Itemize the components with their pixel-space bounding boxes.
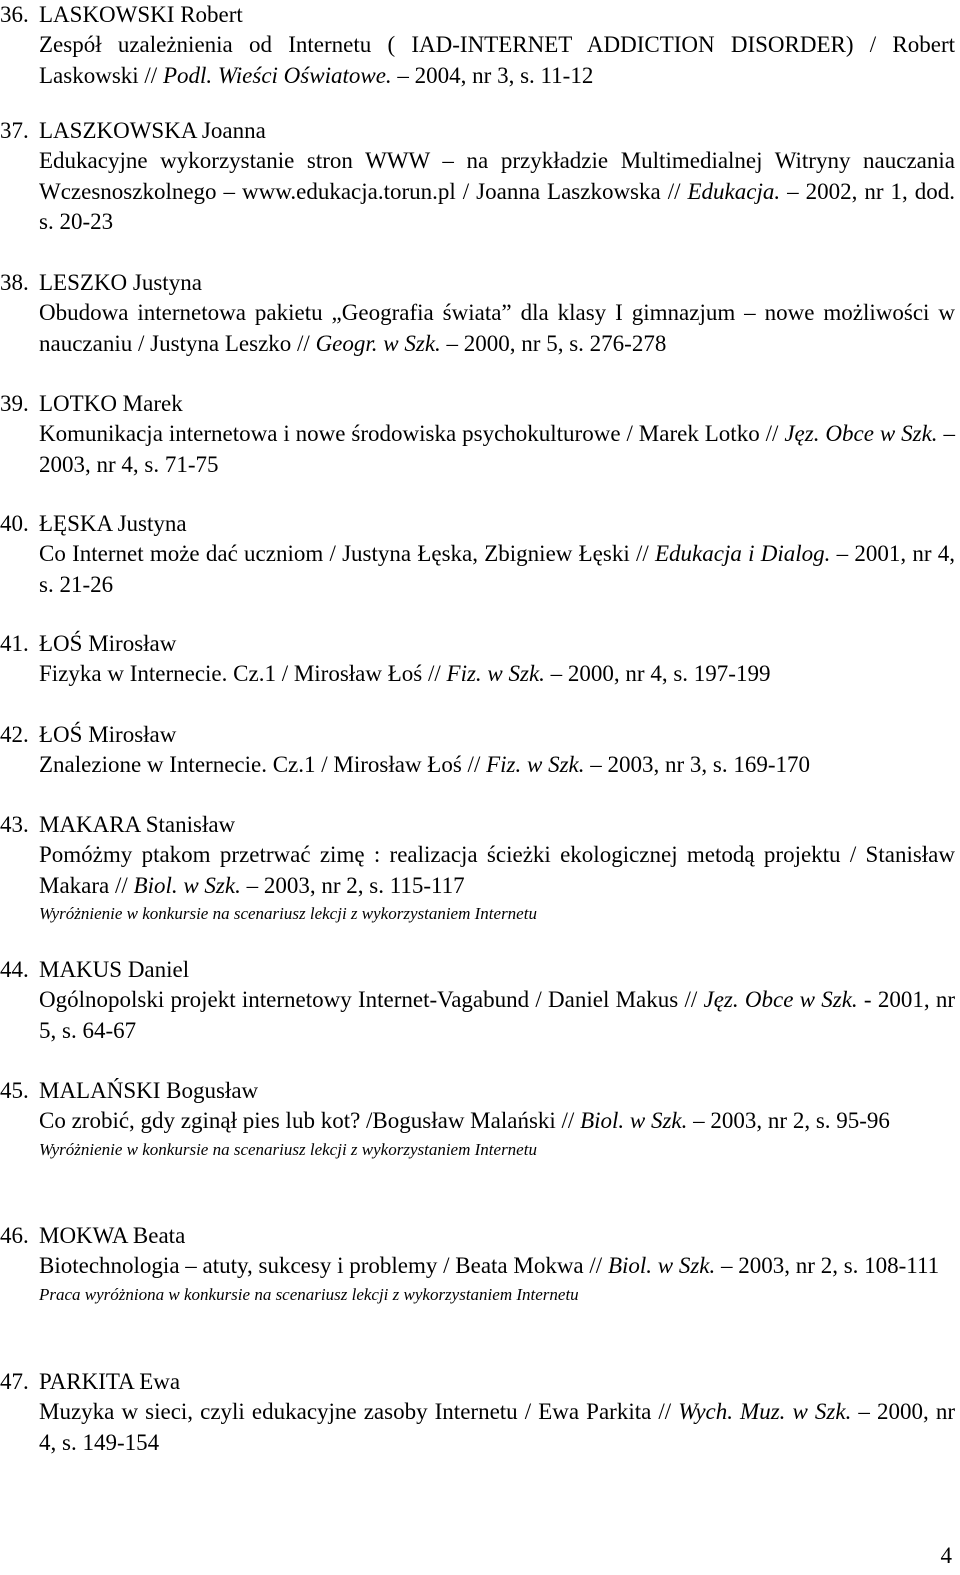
entry-author: ŁOŚ Mirosław [39,631,177,656]
entry-citation [39,419,955,480]
bibliography-entry [0,116,955,237]
citation-text: Muzyka w sieci, czyli edukacyjne zasoby Internetu / Ewa Parkita // [39,1399,679,1425]
entry-number: 44. [0,957,29,982]
entry-author: MOKWA Beata [39,1223,186,1248]
citation-details: – 2001, nr 4, s. 21-26 [39,541,955,597]
entry-header [0,509,955,539]
citation-details: – 2002, nr 1, dod. s. 20-23 [39,178,955,234]
entry-award-note: Wyróżnienie w konkursie na scenariusz lekcji z wykorzystaniem Internetu [39,1139,537,1159]
page-number: 4 [940,1543,952,1568]
entry-number: 39. [0,391,29,416]
entry-author: MALAŃSKI Bogusław [39,1078,259,1103]
entry-award-note: Praca wyróżniona w konkursie na scenariusz lekcji z wykorzystaniem Internetu [39,1284,579,1304]
entry-number: 38. [0,270,29,295]
entry-citation [39,659,955,689]
bibliography-entry [0,509,955,600]
entry-header [0,268,955,298]
citation-source: Fiz. w Szk. [486,752,585,778]
bibliography-entry [0,955,955,1046]
citation-details: – 2003, nr 2, s. 115-117 [240,872,465,898]
entry-author: MAKARA Stanisław [39,812,236,837]
entry-number: 42. [0,722,29,747]
entry-author: LASKOWSKI Robert [39,2,243,27]
citation-details: – 2000, nr 5, s. 276-278 [440,330,667,356]
bibliography-entry [0,1221,955,1306]
citation-details: - 2001, nr 5, s. 64-67 [39,987,955,1043]
entry-award-note: Wyróżnienie w konkursie na scenariusz lekcji z wykorzystaniem Internetu [39,903,537,923]
citation-text: Biotechnologia – atuty, sukcesy i problemy / Beata Mokwa // [39,1253,608,1279]
entry-number: 37. [0,118,29,143]
bibliography-entry [0,1076,955,1161]
entry-header [0,116,955,146]
entry-number: 45. [0,1078,29,1103]
citation-source: Edukacja. [687,178,781,204]
citation-source: Biol. w Szk. [133,872,241,898]
entry-header [0,1367,955,1397]
citation-source: Biol. w Szk. [580,1108,688,1134]
citation-details: – 2000, nr 4, s. 197-199 [544,661,771,687]
entry-number: 46. [0,1223,29,1248]
citation-source: Fiz. w Szk. [446,661,545,687]
entry-citation [39,539,955,600]
citation-text: Ogólnopolski projekt internetowy Internet-Vagabund / Daniel Makus // [39,987,704,1013]
entry-citation [39,298,955,359]
entry-citation [39,146,955,237]
bibliography-entry [0,268,955,359]
citation-text: Pomóżmy ptakom przetrwać zimę : realizacja ścieżki ekologicznej metodą projektu / Stanisław Makara // [39,842,955,898]
entry-author: LESZKO Justyna [39,270,202,295]
entry-citation [39,1397,955,1458]
bibliography-entry [0,1367,955,1458]
entry-number: 36. [0,2,29,27]
bibliography-entry [0,389,955,480]
entry-number: 40. [0,511,29,536]
citation-text: Zespół uzależnienia od Internetu ( IAD-INTERNET ADDICTION DISORDER) / Robert Laskowski // [39,32,955,88]
citation-text: Edukacyjne wykorzystanie stron WWW – na przykładzie Multimedialnej Witryny nauczania Wczesnoszkolnego – www.edukacja.torun.pl / Joanna Laszkowska // [39,148,955,204]
entry-number: 43. [0,812,29,837]
citation-details: – 2003, nr 2, s. 108-111 [715,1253,940,1279]
entry-author: PARKITA Ewa [39,1369,181,1394]
citation-text: Obudowa internetowa pakietu „Geografia świata” dla klasy I gimnazjum – nowe możliwości w nauczaniu / Justyna Leszko // [39,300,955,356]
citation-source: Podl. Wieści Oświatowe. [162,62,392,88]
citation-source: Jęz. Obce w Szk. [703,987,858,1013]
entry-header [0,1221,955,1251]
entry-author: ŁOŚ Mirosław [39,722,177,747]
citation-source: Edukacja i Dialog. [655,541,831,567]
citation-details: – 2003, nr 3, s. 169-170 [584,752,811,778]
bibliography-entry [0,720,955,781]
entry-citation [39,30,955,91]
entry-author: MAKUS Daniel [39,957,190,982]
citation-text: Znalezione w Internecie. Cz.1 / Mirosław Łoś // [39,752,487,778]
citation-details: – 2003, nr 2, s. 95-96 [687,1108,890,1134]
entry-citation [39,840,955,901]
entry-citation [39,1106,955,1136]
entry-header [0,0,955,30]
citation-text: Co Internet może dać uczniom / Justyna Łęska, Zbigniew Łęski // [39,541,655,567]
entry-author: LOTKO Marek [39,391,183,416]
citation-text: Fizyka w Internecie. Cz.1 / Mirosław Łoś // [39,661,447,687]
bibliography-entry [0,810,955,925]
bibliography-entry [0,629,955,690]
citation-details: – 2000, nr 4, s. 149-154 [39,1399,955,1455]
entry-citation [39,1251,955,1281]
entry-number: 47. [0,1369,29,1394]
entry-author: ŁĘSKA Justyna [39,511,187,536]
entry-header [0,810,955,840]
citation-source: Geogr. w Szk. [315,330,441,356]
entry-citation [39,750,955,780]
entry-number: 41. [0,631,29,656]
bibliography-entry [0,0,955,91]
citation-details: – 2004, nr 3, s. 11-12 [391,62,594,88]
entry-citation [39,985,955,1046]
entry-header [0,720,955,750]
entry-header [0,629,955,659]
citation-source: Jęz. Obce w Szk. [784,421,938,447]
entry-header [0,1076,955,1106]
citation-text: Komunikacja internetowa i nowe środowiska psychokulturowe / Marek Lotko // [39,421,785,447]
citation-details: – 2003, nr 4, s. 71-75 [39,421,955,477]
entry-author: LASZKOWSKA Joanna [39,118,266,143]
citation-text: Co zrobić, gdy zginął pies lub kot? /Bogusław Malański // [39,1108,581,1134]
citation-source: Biol. w Szk. [607,1253,716,1279]
entry-header [0,955,955,985]
citation-source: Wych. Muz. w Szk. [678,1399,852,1425]
entry-header [0,389,955,419]
